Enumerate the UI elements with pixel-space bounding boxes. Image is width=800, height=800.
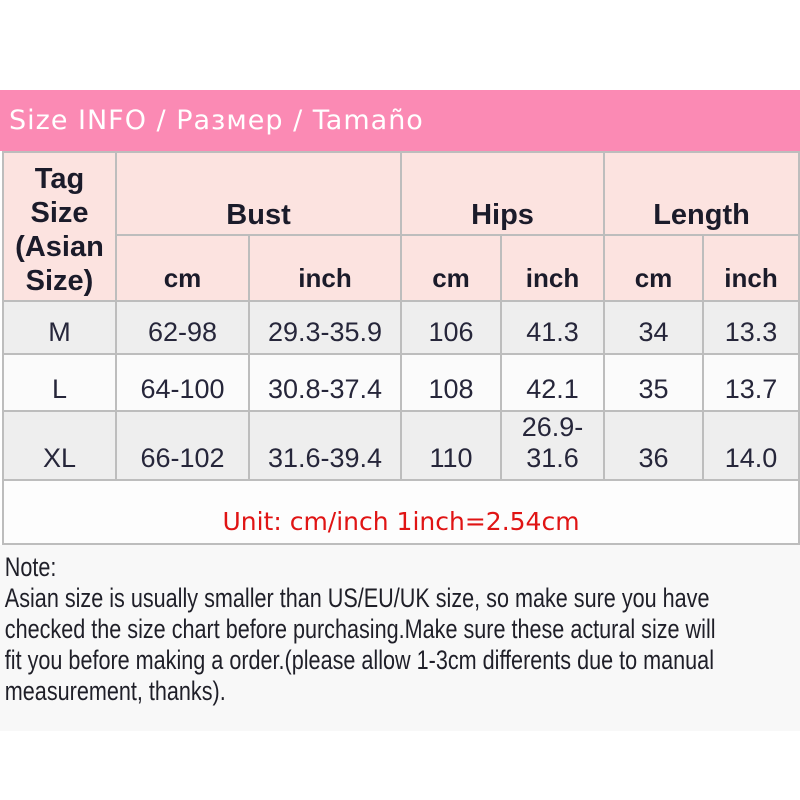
m-hips-cm: 106 <box>401 301 501 354</box>
note-line-4: measurement, thanks). <box>4 676 226 706</box>
hips-inch-header: inch <box>501 235 604 301</box>
group-header-row <box>3 152 799 235</box>
l-bust-inch: 30.8-37.4 <box>249 354 401 411</box>
xl-length-cm: 36 <box>604 411 703 480</box>
table-row-l <box>3 354 799 411</box>
note-line-3: fit you before making a order.(please allow 1-3cm differents due to manual <box>4 645 715 675</box>
hips-cm-header: cm <box>401 235 501 301</box>
note-line-1: Asian size is usually smaller than US/EU/UK size, so make sure you have <box>4 583 710 613</box>
table-row-m <box>3 301 799 354</box>
m-bust-cm: 62-98 <box>116 301 249 354</box>
m-bust-inch: 29.3-35.9 <box>249 301 401 354</box>
bust-cm-header: cm <box>116 235 249 301</box>
size-chart-table <box>2 151 800 545</box>
tag-size-header: Tag Size (Asian Size) <box>3 152 116 301</box>
bust-header: Bust <box>116 152 401 235</box>
l-hips-cm: 108 <box>401 354 501 411</box>
note-line-2: checked the size chart before purchasing.Make sure these actural size will <box>4 614 716 644</box>
l-hips-inch: 42.1 <box>501 354 604 411</box>
l-bust-cm: 64-100 <box>116 354 249 411</box>
length-header: Length <box>604 152 799 235</box>
note-section <box>0 545 800 731</box>
l-length-inch: 13.7 <box>703 354 799 411</box>
table-row-xl <box>3 411 799 480</box>
unit-note-text: Unit: cm/inch 1inch=2.54cm <box>3 480 799 544</box>
xl-bust-inch: 31.6-39.4 <box>249 411 401 480</box>
size-m-label: M <box>3 301 116 354</box>
size-info-header-bar <box>0 90 800 151</box>
xl-length-inch: 14.0 <box>703 411 799 480</box>
length-inch-header: inch <box>703 235 799 301</box>
size-info-title: Size INFO / Размер / Tamaño <box>9 105 424 136</box>
m-hips-inch: 41.3 <box>501 301 604 354</box>
size-xl-label: XL <box>3 411 116 480</box>
xl-bust-cm: 66-102 <box>116 411 249 480</box>
note-text-block <box>0 545 800 707</box>
xl-hips-inch: 26.9-31.6 <box>501 411 604 480</box>
length-cm-header: cm <box>604 235 703 301</box>
bust-inch-header: inch <box>249 235 401 301</box>
m-length-inch: 13.3 <box>703 301 799 354</box>
l-length-cm: 35 <box>604 354 703 411</box>
unit-header-row <box>3 235 799 301</box>
m-length-cm: 34 <box>604 301 703 354</box>
note-label: Note: <box>4 552 57 582</box>
unit-note-row <box>3 480 799 544</box>
hips-header: Hips <box>401 152 604 235</box>
top-margin <box>0 0 800 90</box>
size-l-label: L <box>3 354 116 411</box>
xl-hips-cm: 110 <box>401 411 501 480</box>
